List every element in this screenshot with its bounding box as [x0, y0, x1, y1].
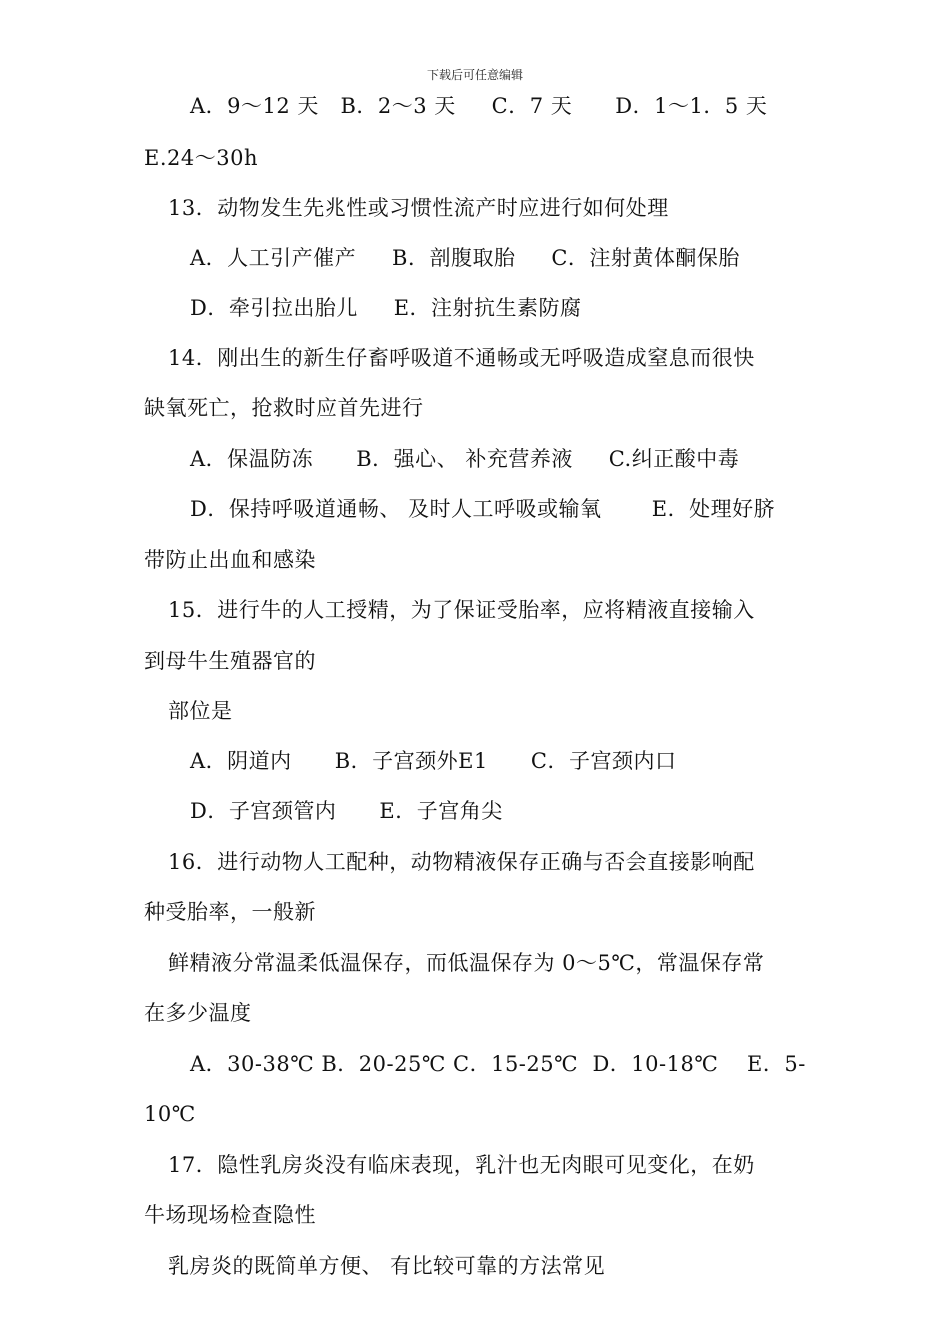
options-line-q14-b: D．保持呼吸道通畅、 及时人工呼吸或输氧 E．处理好脐 — [190, 497, 776, 521]
question-17-line3: 乳房炎的既简单方便、 有比较可靠的方法常见 — [168, 1254, 606, 1278]
options-line-q14-a: A．保温防冻 B．强心、 补充营养液 C.纠正酸中毒 — [190, 447, 740, 471]
question-16-line4: 在多少温度 — [144, 1001, 252, 1025]
options-line-q15-a: A．阴道内 B．子宫颈外E1 C．子宫颈内口 — [190, 749, 677, 773]
options-line-q12: A．9～12 天 B．2～3 天 C．7 天 D．1～1．5 天 — [190, 94, 768, 118]
question-17-line2: 牛场现场检查隐性 — [144, 1203, 316, 1227]
question-16-line1: 16．进行动物人工配种，动物精液保存正确与否会直接影响配 — [168, 850, 755, 874]
question-16-line2: 种受胎率，一般新 — [144, 900, 316, 924]
option-e-q12: E.24～30h — [144, 146, 258, 170]
options-line-q13-b: D．牵引拉出胎儿 E．注射抗生素防腐 — [190, 296, 582, 320]
options-line-q16-a: A．30-38℃ B．20-25℃ C．15-25℃ D．10-18℃ E．5- — [190, 1052, 806, 1076]
options-line-q16-b: 10℃ — [144, 1102, 196, 1126]
question-13: 13．动物发生先兆性或习惯性流产时应进行如何处理 — [168, 196, 669, 220]
question-15-line1: 15．进行牛的人工授精，为了保证受胎率，应将精液直接输入 — [168, 598, 755, 622]
question-17-line1: 17．隐性乳房炎没有临床表现，乳汁也无肉眼可见变化，在奶 — [168, 1153, 755, 1177]
options-line-q14-c: 带防止出血和感染 — [144, 548, 316, 572]
question-16-line3: 鲜精液分常温柔低温保存，而低温保存为 0～5℃，常温保存常 — [168, 951, 765, 975]
options-line-q13-a: A．人工引产催产 B．剖腹取胎 C．注射黄体酮保胎 — [190, 246, 740, 270]
question-15-line2: 到母牛生殖器官的 — [144, 649, 316, 673]
options-line-q15-b: D．子宫颈管内 E．子宫角尖 — [190, 799, 503, 823]
question-14-line1: 14．刚出生的新生仔畜呼吸道不通畅或无呼吸造成窒息而很快 — [168, 346, 755, 370]
question-15-line3: 部位是 — [168, 699, 233, 723]
question-14-line2: 缺氧死亡，抢救时应首先进行 — [144, 396, 424, 420]
page-header: 下载后可任意编辑 — [426, 68, 523, 82]
